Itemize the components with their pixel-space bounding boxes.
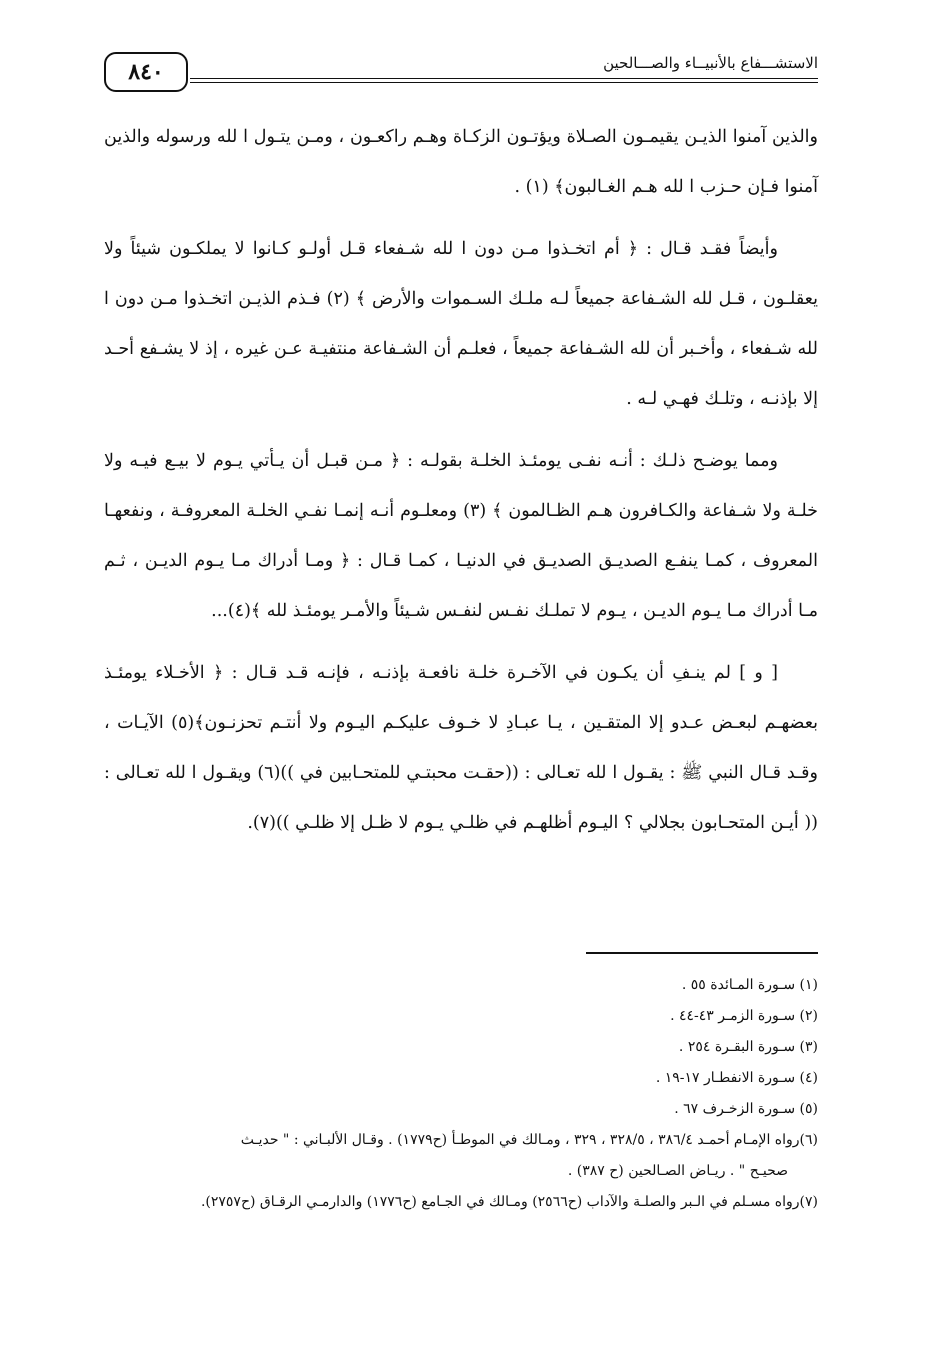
running-title: الاستشـــفاع بالأنبيــاء والصـــالحين xyxy=(603,54,818,72)
footnote: (٧)رواه مسـلم في الـبر والصلـة والآداب (ح٢٥٦٦) ومـالك في الجـامع (ح١٧٧٦) والدارمـي الرقـاق (ح٢٧٥٧). xyxy=(200,1194,818,1210)
main-text xyxy=(104,112,818,860)
paragraph: [ و ] لم ينـفِ أن يكـون في الآخـرة خلـة نافعـة بإذنـه ، فإنـه قـد قـال : ﴿ الأخـلاء يومئـذ بعضهـم لبعـض عـدو إلا المتقـين ، يـا عبـادِ لا خـوف عليكـم اليـوم ولا أنتـم تحزنـون﴾(٥) الآيـات ، وقـد قـال النبي ﷺ : يقـول ا لله تعـالى : ((حقـت محبتـي للمتحـابين في ))(٦) ويقـول ا لله تعـالى : (( أيـن المتحـابون بجلالي ؟ اليـوم أظلهـم في ظلـي يـوم لا ظـل إلا ظلـي ))(٧). xyxy=(104,663,819,833)
page-number: ٨٤٠ xyxy=(128,59,164,85)
footnote: (٢) سـورة الزمـر ٤٣-٤٤ . xyxy=(670,1008,818,1024)
footnotes xyxy=(104,970,818,1218)
footnote: (٤) سـورة الانفطـار ١٧-١٩ . xyxy=(655,1070,818,1086)
footnote: (٥) سـورة الزخـرف ٦٧ . xyxy=(674,1101,818,1117)
page-number-box xyxy=(104,52,188,92)
footnote-continuation: صحيـح " . ريـاض الصـالحين (ح ٣٨٧) . xyxy=(567,1163,788,1179)
paragraph: وأيضاً فقـد قـال : ﴿ أم اتخـذوا مـن دون ا لله شـفعاء قـل أولـو كـانوا لا يملكـون شيئاً ولا يعقلـون ، قـل لله الشـفاعة جميعاً لـه ملـك السـموات والأرض ﴾ (٢) فـذم الذيـن اتخـذوا مـن دون ا لله شـفعاء ، وأخـبر أن لله الشـفاعة جميعاً ، فعلـم أن الشـفاعة منتفيـة عـن غيره ، إذ لا يشـفع أحـد إلا بإذنـه ، وتلـك فهـي لـه . xyxy=(104,239,818,409)
footnote-separator xyxy=(586,952,818,954)
running-header xyxy=(104,52,818,96)
header-rule xyxy=(190,78,818,79)
paragraph: والذين آمنوا الذيـن يقيمـون الصـلاة ويؤتـون الزكـاة وهـم راكعـون ، ومـن يتـول ا لله ورسوله والذين آمنوا فـإن حـزب ا لله هـم الغـالبون﴾ (١) . xyxy=(104,127,818,197)
paragraph: ومما يوضـح ذلـك : أنـه نفـى يومئـذ الخلـة بقولـه : ﴿ مـن قبـل أن يـأتي يـوم لا بيـع فيـه ولا خلـة ولا شـفاعة والكـافرون هـم الظـالمون ﴾ (٣) ومعلـوم أنـه إنمـا نفـي الخلـة المعروفـة ، ونفعهـا المعروف ، كمـا ينفـع الصديـق الصديـق في الدنيـا ، كمـا قـال : ﴿ ومـا أدراك مـا يـوم الديـن ، ثـم مـا أدراك مـا يـوم الديـن ، يـوم لا تملـك نفـس لنفـس شـيئاً والأمـر يومئـذ لله ﴾(٤)... xyxy=(104,451,818,621)
footnote: (٣) سـورة البقـرة ٢٥٤ . xyxy=(678,1039,818,1055)
header-rule-double xyxy=(190,82,818,83)
footnote: (١) سـورة المـائدة ٥٥ . xyxy=(681,977,818,993)
footnote: (٦)رواه الإمـام أحمـد ٣٨٦/٤ ، ٣٢٨/٥ ، ٣٢٩ ، ومـالك في الموطـأ (ح١٧٧٩) . وقـال الألبـاني : " حديـث xyxy=(240,1132,818,1148)
